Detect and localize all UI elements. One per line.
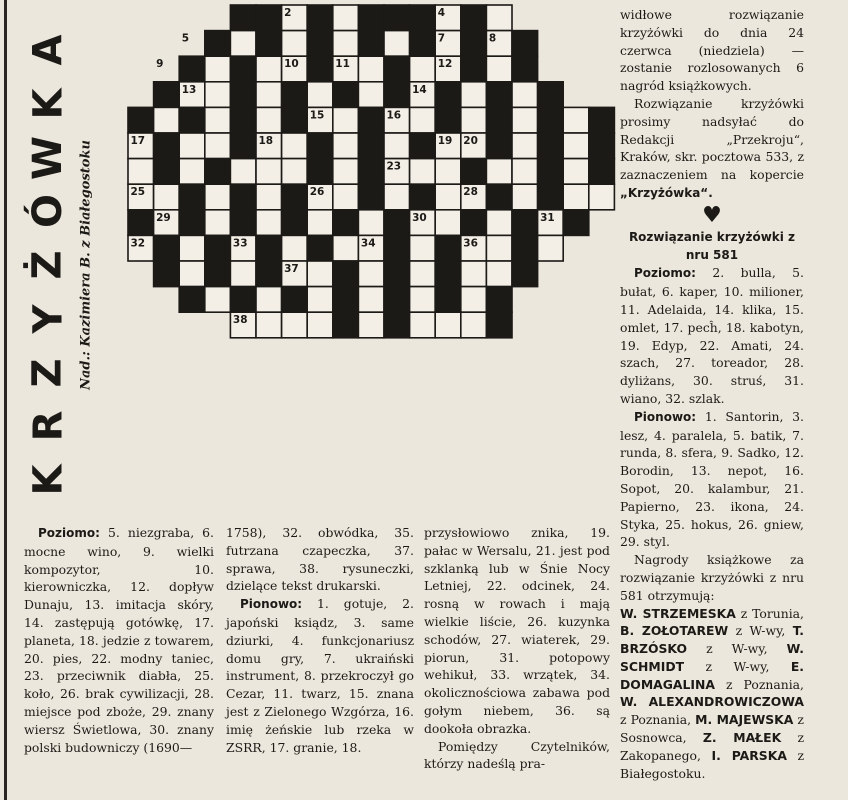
grid-block <box>230 133 256 159</box>
grid-block <box>154 82 180 108</box>
grid-cell <box>410 159 436 185</box>
grid-cell <box>256 184 282 210</box>
clue-number: 13 <box>181 83 197 96</box>
grid-block <box>435 82 461 108</box>
grid-cell <box>563 133 589 159</box>
grid-cell <box>512 82 538 108</box>
grid-block <box>307 235 333 261</box>
grid-block <box>205 235 231 261</box>
grid-block <box>358 133 384 159</box>
grid-cell <box>358 261 384 287</box>
title-letter: Ó <box>24 194 71 229</box>
clue-number: 16 <box>386 109 402 122</box>
grid-cell <box>486 159 512 185</box>
grid-cell <box>461 312 487 338</box>
grid-block <box>256 5 282 31</box>
grid-cell <box>128 159 154 185</box>
grid-block <box>512 56 538 82</box>
clue-number: 7 <box>437 32 446 45</box>
grid-cell <box>179 235 205 261</box>
clue-number: 26 <box>309 186 325 199</box>
clue-number: 3 <box>386 7 394 19</box>
grid-cell <box>512 184 538 210</box>
grid-cell <box>563 107 589 133</box>
grid-block <box>461 31 487 57</box>
clue-number: 9 <box>156 58 164 71</box>
clue-number: 19 <box>437 135 453 147</box>
grid-block <box>154 133 180 159</box>
grid-cell <box>282 312 308 338</box>
clue-number: 22 <box>207 160 222 173</box>
grid-block <box>333 287 359 313</box>
grid-cell <box>333 159 359 185</box>
grid-cell <box>205 107 231 133</box>
grid-block <box>179 56 205 82</box>
send-info: Rozwiązanie krzyżówki prosimy nadsyłać do Redakcji „Przekroju“, Kraków, skr. pocztowa 533, z zaznaczeniem na kopercie „Krzyżówka“. <box>620 95 804 200</box>
clue-number: 23 <box>386 160 402 173</box>
grid-cell <box>358 210 384 236</box>
grid-block <box>205 261 231 287</box>
title-letter: Ż <box>24 250 71 280</box>
grid-block <box>128 210 154 236</box>
clue-number: 1 <box>232 7 241 19</box>
title-letter: Z <box>24 357 71 388</box>
grid-block <box>461 5 487 31</box>
grid-cell <box>486 210 512 236</box>
grid-cell <box>461 261 487 287</box>
grid-cell <box>154 184 180 210</box>
grid-block <box>410 5 436 31</box>
grid-block <box>486 184 512 210</box>
grid-cell <box>384 133 410 159</box>
grid-block <box>384 312 410 338</box>
clue-number: 37 <box>284 263 299 275</box>
grid-block <box>384 82 410 108</box>
grid-block <box>333 261 359 287</box>
grid-cell <box>230 31 256 57</box>
grid-block <box>282 287 308 313</box>
grid-cell <box>205 133 231 159</box>
grid-block <box>538 184 564 210</box>
grid-block <box>282 107 308 133</box>
grid-block <box>307 133 333 159</box>
grid-block <box>358 159 384 185</box>
clue-number: 27 <box>412 186 427 199</box>
grid-cell <box>512 133 538 159</box>
grid-cell <box>333 133 359 159</box>
grid-block <box>512 261 538 287</box>
title-letter: A <box>25 34 71 66</box>
grid-cell <box>205 82 231 108</box>
grid-cell <box>435 312 461 338</box>
grid-block <box>563 210 589 236</box>
grid-cell <box>230 159 256 185</box>
grid-cell <box>256 210 282 236</box>
grid-cell <box>282 133 308 159</box>
grid-cell <box>384 184 410 210</box>
grid-cell <box>307 261 333 287</box>
grid-block <box>461 210 487 236</box>
grid-cell <box>435 159 461 185</box>
grid-block <box>538 82 564 108</box>
grid-cell <box>435 184 461 210</box>
clue-number: 21 <box>488 135 504 147</box>
grid-block <box>282 210 308 236</box>
clue-number: 36 <box>463 237 478 250</box>
clue-number: 17 <box>130 135 146 147</box>
clues-column-3 <box>424 524 610 773</box>
grid-block <box>154 235 180 261</box>
grid-block <box>410 31 436 57</box>
grid-block <box>384 210 410 236</box>
grid-block <box>307 5 333 31</box>
grid-block <box>358 184 384 210</box>
grid-cell <box>358 312 384 338</box>
grid-cell <box>358 287 384 313</box>
grid-block <box>589 159 615 185</box>
grid-block <box>512 235 538 261</box>
grid-cell <box>358 56 384 82</box>
grid-cell <box>205 287 231 313</box>
grid-cell <box>333 107 359 133</box>
clue-number: 6 <box>360 32 369 45</box>
clue-number: 11 <box>335 58 350 71</box>
grid-cell <box>256 56 282 82</box>
clues-column-2 <box>226 524 414 756</box>
grid-cell <box>179 159 205 185</box>
grid-block <box>384 56 410 82</box>
grid-block <box>435 261 461 287</box>
grid-cell <box>282 31 308 57</box>
clue-number: 15 <box>309 109 325 122</box>
grid-cell <box>205 184 231 210</box>
clue-number: 2 <box>284 7 292 19</box>
solution-across: Poziomo: 2. bulla, 5. bułat, 6. kaper, 10. milioner, 11. Adelaida, 14. klika, 15. omlet, 17. pecĥ, 18. kabotyn, 19. Edyp, 22. Amati, 24. szach, 27. toreador, 28. dyliżans, 30. struś, 31. wiano, 32. szlak. <box>620 265 804 406</box>
grid-cell <box>154 107 180 133</box>
grid-cell <box>461 107 487 133</box>
grid-block <box>589 107 615 133</box>
grid-cell <box>256 159 282 185</box>
grid-block <box>512 210 538 236</box>
grid-block <box>282 82 308 108</box>
clue-number: 10 <box>284 58 299 71</box>
grid-block <box>230 210 256 236</box>
clue-number: 38 <box>232 314 248 327</box>
grid-block <box>435 107 461 133</box>
right-info-column <box>620 6 804 782</box>
prize-intro: Pomiędzy Czytelników, którzy nadeślą pra- <box>424 738 610 772</box>
grid-cell <box>205 56 231 82</box>
grid-block <box>589 133 615 159</box>
grid-block <box>486 82 512 108</box>
title-letter: K <box>25 464 71 496</box>
grid-cell <box>282 235 308 261</box>
grid-cell <box>256 312 282 338</box>
grid-block <box>384 261 410 287</box>
grid-block <box>179 210 205 236</box>
title-letter: Y <box>25 304 71 334</box>
grid-cell <box>461 287 487 313</box>
clue-number: 8 <box>488 32 497 45</box>
clue-number: 14 <box>412 83 427 96</box>
grid-block <box>384 287 410 313</box>
grid-block <box>486 107 512 133</box>
clue-number: 5 <box>181 32 190 45</box>
clue-number: 28 <box>463 186 478 199</box>
grid-cell <box>307 287 333 313</box>
grid-block <box>256 235 282 261</box>
clue-number: 12 <box>437 58 453 71</box>
grid-cell <box>512 159 538 185</box>
grid-block <box>461 56 487 82</box>
clue-number: 33 <box>232 237 248 250</box>
grid-cell <box>512 107 538 133</box>
grid-cell <box>461 82 487 108</box>
grid-block <box>384 235 410 261</box>
grid-cell <box>282 159 308 185</box>
solution-down: Pionowo: 1. Santorin, 3. lesz, 4. paralela, 5. batik, 7. runda, 8. sfera, 9. Sadko, 12. Borodin, 13. nepot, 16. Sopot, 20. kalambur, 21. Papierno, 23. ikona, 24. Styka, 25. hokus, 26. gniew, 29. styl. <box>620 408 804 550</box>
grid-cell <box>333 31 359 57</box>
grid-block <box>128 107 154 133</box>
grid-block <box>486 312 512 338</box>
grid-block <box>154 159 180 185</box>
grid-cell <box>538 235 564 261</box>
grid-block <box>538 107 564 133</box>
grid-cell <box>410 312 436 338</box>
grid-cell <box>256 107 282 133</box>
clue-number: 29 <box>156 211 171 224</box>
grid-cell <box>563 184 589 210</box>
winners-list: W. STRZEMESKA z Torunia, B. ZOŁOTAREW z W-wy, T. BRZÓSKO z W-wy, W. SCHMIDT z W-wy, E. DOMAGALINA z Poznania, W. ALEXANDROWICZOWA z Poznania, M. MAJEWSKA z Sosnowca, Z. MAŁEK z Zakopanego, I. PARSKA z Białegostoku. <box>620 605 804 781</box>
clue-number: 34 <box>360 237 376 250</box>
grid-cell <box>179 133 205 159</box>
grid-cell <box>486 56 512 82</box>
title-letter: R <box>25 410 71 442</box>
grid-cell <box>410 287 436 313</box>
grid-block <box>538 133 564 159</box>
grid-cell <box>410 56 436 82</box>
winners-intro: Nagrody książkowe za rozwiązanie krzyżówki z nru 581 otrzymują: <box>620 552 804 603</box>
grid-cell <box>205 210 231 236</box>
grid-block <box>435 287 461 313</box>
grid-cell <box>358 82 384 108</box>
author-credit: Nad.: Kazimiera B. z Białegostoku <box>78 140 94 390</box>
grid-block <box>179 287 205 313</box>
clues-across-block: Poziomo: 5. niezgraba, 6. mocne wino, 9. wielki kompozytor, 10. kierowniczka, 12. dopływ Dunaju, 13. imitacja skóry, 14. zastępują gotówkę, 17. planeta, 18. jedzie z towarem, 20. pies, 22. modny taniec, 23. przeciwnik diabła, 25. koło, 26. brak cywilizacji, 28. miejsce pod zboże, 29. znany wiersz Świetlowa, 30. znany polski budowniczy (1690— <box>24 525 214 755</box>
grid-cell <box>307 312 333 338</box>
clues-down-end: przysłowiowo znika, 19. pałac w Wersalu, 21. jest pod szklanką lub w Śnie Nocy Letniej, 22. odcinek, 24. rosną w rowach i mają wielkie liście, 26. kuzynka schodów, 27. wiaterek, 29. piorun, 31. potopowy wehikuł, 33. wrzątek, 34. okolicznościowa zabawa pod gołym niebem, 36. są dookoła obrazka. <box>424 525 610 736</box>
grid-block <box>333 312 359 338</box>
grid-cell <box>410 235 436 261</box>
clues-down-block: Pionowo: 1. gotuje, 2. japoński ksiądz, 3. same dziurki, 4. funkcjonariusz domu gry, 7. ukraiński instrument, 8. przekroczył go Cezar, 11. twarz, 15. znana jest z Zielonego Wzgórza, 16. imię żeńskie lub rzeka w ZSRR, 17. granie, 18. <box>226 596 414 755</box>
grid-block <box>256 261 282 287</box>
grid-block <box>230 287 256 313</box>
clue-number: 30 <box>412 211 427 224</box>
clue-number: 18 <box>258 135 274 147</box>
grid-block <box>333 82 359 108</box>
grid-block <box>358 107 384 133</box>
grid-block <box>307 56 333 82</box>
grid-cell <box>307 210 333 236</box>
grid-block <box>179 107 205 133</box>
solution-heading: Rozwiązanie krzyżówki z nru 581 <box>628 229 796 262</box>
grid-block <box>256 31 282 57</box>
grid-block <box>307 159 333 185</box>
clues-across-end: 1758), 32. obwódka, 35. futrzana czapeczka, 37. sprawa, 38. rysuneczki, dzielące tekst drukarski. <box>226 525 414 594</box>
grid-block <box>512 31 538 57</box>
grid-cell <box>256 82 282 108</box>
grid-cell <box>179 261 205 287</box>
clue-number: 32 <box>130 237 146 250</box>
grid-block <box>307 31 333 57</box>
grid-cell <box>486 235 512 261</box>
title-letter: K <box>25 88 71 120</box>
grid-block <box>410 133 436 159</box>
grid-cell <box>410 107 436 133</box>
grid-block <box>230 184 256 210</box>
grid-block <box>538 159 564 185</box>
grid-block <box>179 184 205 210</box>
clues-column-1 <box>24 524 214 756</box>
grid-block <box>486 287 512 313</box>
grid-block <box>205 31 231 57</box>
clue-number: 24 <box>463 160 478 173</box>
grid-cell <box>307 82 333 108</box>
grid-cell <box>230 261 256 287</box>
grid-block <box>154 261 180 287</box>
grid-cell <box>384 31 410 57</box>
grid-cell <box>435 210 461 236</box>
grid-cell <box>486 261 512 287</box>
clue-number: 31 <box>540 211 555 224</box>
grid-cell <box>410 261 436 287</box>
clue-number: 25 <box>130 186 146 199</box>
grid-cell <box>333 184 359 210</box>
grid-block <box>230 56 256 82</box>
title-letter: W <box>25 135 71 180</box>
clue-number: 20 <box>463 135 478 147</box>
heart-icon: ♥ <box>702 202 722 228</box>
grid-block <box>282 184 308 210</box>
clue-number: 35 <box>437 237 453 250</box>
prize-info: widłowe rozwiązanie krzyżówki do dnia 24 czerwca (niedziela) — zostanie rozlosowanych 6 nagród książkowych. <box>620 7 804 94</box>
grid-cell <box>589 184 615 210</box>
clue-number: 4 <box>437 7 446 19</box>
grid-block <box>230 107 256 133</box>
grid-cell <box>333 5 359 31</box>
grid-block <box>230 82 256 108</box>
grid-cell <box>333 235 359 261</box>
grid-cell <box>256 287 282 313</box>
grid-block <box>333 210 359 236</box>
grid-cell <box>563 159 589 185</box>
grid-block <box>358 5 384 31</box>
grid-cell <box>486 5 512 31</box>
